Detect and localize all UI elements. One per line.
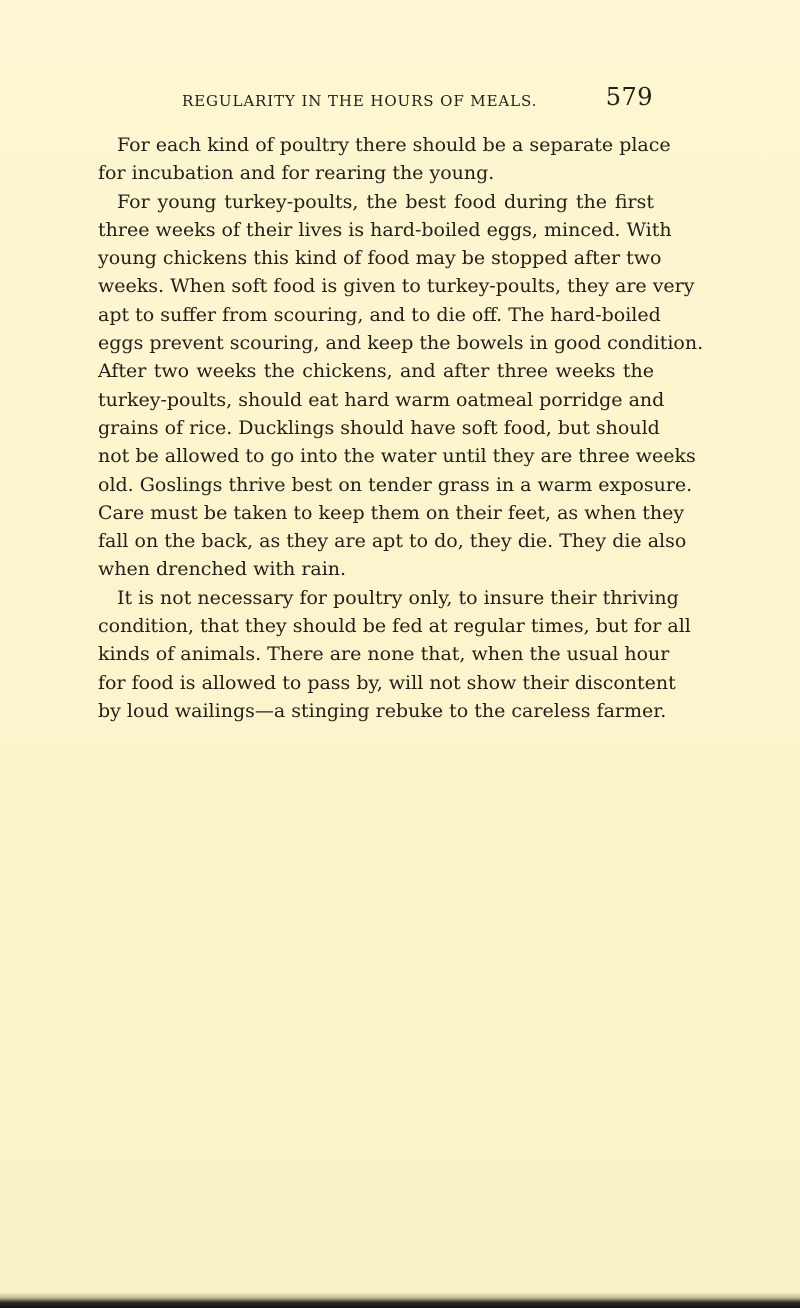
text-line: fall on the back, as they are apt to do, they die. They die also — [98, 530, 687, 553]
text-line: weeks. When soft food is given to turkey-poults, they are very — [98, 275, 695, 298]
text-line: three weeks of their lives is hard-boiled eggs, minced. With — [98, 218, 672, 241]
text-line: eggs prevent scouring, and keep the bowels in good condition. — [98, 332, 704, 355]
text-line: for incubation and for rearing the young. — [98, 162, 495, 185]
text-line: It is not necessary for poultry only, to insure their thriving — [117, 586, 679, 609]
text-line: kinds of animals. There are none that, when the usual hour — [98, 643, 670, 666]
text-line: After two weeks the chickens, and after three weeks the — [98, 360, 654, 383]
text-line: condition, that they should be fed at regular times, but for all — [98, 615, 691, 638]
running-title: REGULARITY IN THE HOURS OF MEALS. — [182, 92, 538, 110]
running-head — [182, 83, 653, 116]
text-line: for food is allowed to pass by, will not show their discontent — [98, 671, 676, 694]
text-line: For each kind of poultry there should be a separate place — [117, 134, 671, 156]
text-line: For young turkey-poults, the best food during the first — [117, 190, 654, 213]
body-text — [98, 131, 704, 725]
text-line: grains of rice. Ducklings should have soft food, but should — [98, 416, 660, 439]
text-line: by loud wailings—a stinging rebuke to the careless farmer. — [98, 699, 667, 722]
text-line: old. Goslings thrive best on tender grass in a warm exposure. — [98, 473, 693, 496]
text-line: apt to suffer from scouring, and to die off. The hard-boiled — [98, 303, 661, 326]
page-bottom-edge — [0, 1298, 800, 1308]
page-number: 579 — [605, 83, 653, 111]
text-line: when drenched with rain. — [98, 558, 347, 581]
text-line: not be allowed to go into the water until they are three weeks — [98, 445, 696, 468]
text-line: turkey-poults, should eat hard warm oatmeal porridge and — [98, 388, 665, 411]
text-line: young chickens this kind of food may be stopped after two — [98, 247, 662, 270]
text-line: Care must be taken to keep them on their feet, as when they — [98, 501, 685, 524]
